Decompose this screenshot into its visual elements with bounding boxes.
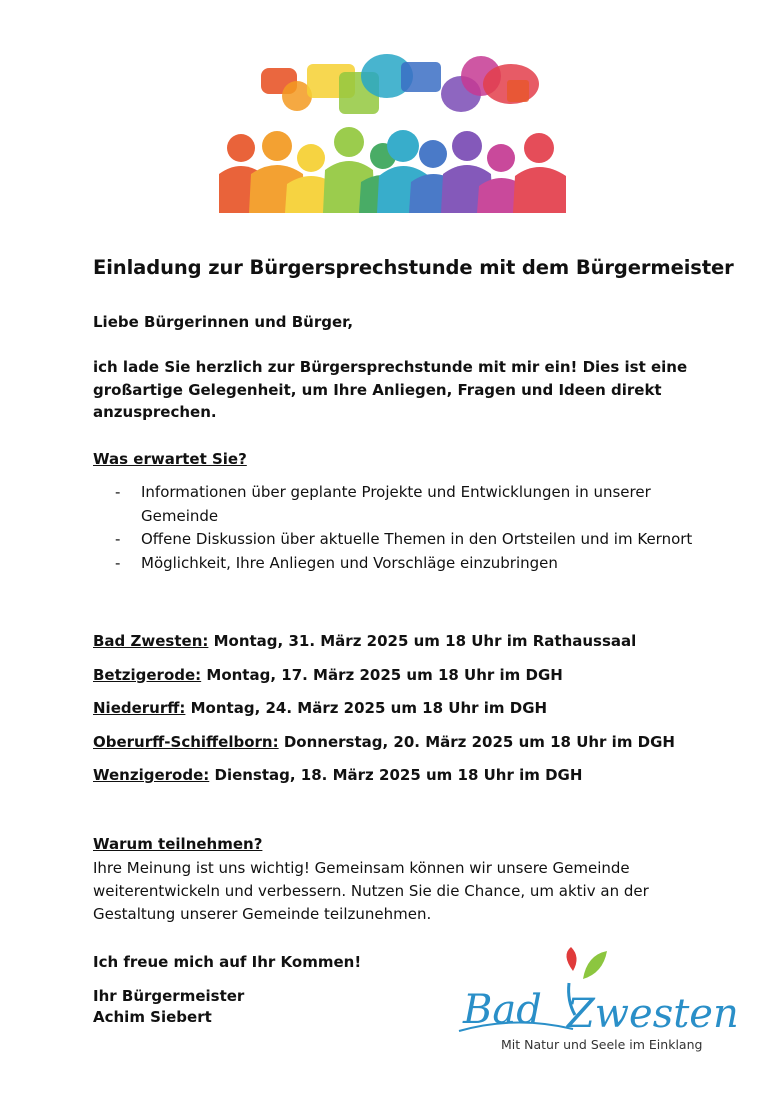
schedule-place: Niederurff: (93, 699, 186, 717)
list-item: - Möglichkeit, Ihre Anliegen und Vorschläge einzubringen (113, 552, 693, 576)
schedule-item (93, 699, 675, 733)
list-item: - Informationen über geplante Projekte und Entwicklungen in unserer Gemeinde (113, 481, 693, 528)
schedule-item (93, 733, 675, 767)
signature-name: Achim Siebert (93, 1008, 212, 1026)
signature-role: Ihr Bürgermeister (93, 987, 245, 1005)
expect-list (113, 481, 693, 575)
greeting: Liebe Bürgerinnen und Bürger, (93, 313, 354, 331)
signature (93, 986, 244, 1028)
schedule-details: Donnerstag, 20. März 2025 um 18 Uhr im DGH (278, 732, 675, 751)
document-title: Einladung zur Bürgersprechstunde mit dem Bürgermeister (93, 256, 734, 279)
bad-zwesten-logo (455, 945, 745, 1060)
expect-heading: Was erwartet Sie? (93, 450, 247, 468)
schedule-details: Montag, 17. März 2025 um 18 Uhr im DGH (201, 665, 563, 684)
list-item: - Offene Diskussion über aktuelle Themen in den Ortsteilen und im Kernort (113, 528, 693, 552)
intro-paragraph: ich lade Sie herzlich zur Bürgersprechstunde mit mir ein! Dies ist eine großartige Gelegenheit, um Ihre Anliegen, Fragen und Ideen direkt anzusprechen. (93, 358, 688, 421)
closing-line: Ich freue mich auf Ihr Kommen! (93, 953, 362, 971)
schedule-place: Bad Zwesten: (93, 632, 209, 650)
schedule-list (93, 632, 675, 800)
people-speech-bubbles-illustration (219, 46, 566, 213)
schedule-place: Betzigerode: (93, 665, 202, 684)
logo-tagline: Mit Natur und Seele im Einklang (501, 1037, 703, 1052)
schedule-details: Montag, 24. März 2025 um 18 Uhr im DGH (185, 699, 548, 717)
schedule-details: Montag, 31. März 2025 um 18 Uhr im Rathaussaal (208, 632, 637, 650)
svg-text:Bad: Bad (463, 987, 542, 1033)
schedule-place: Oberurff-Schiffelborn: (93, 732, 279, 751)
svg-text:Zwesten: Zwesten (567, 991, 739, 1037)
why-heading: Warum teilnehmen? (93, 835, 263, 853)
schedule-item (93, 632, 675, 666)
schedule-place: Wenzigerode: (93, 766, 210, 784)
schedule-item (93, 666, 675, 700)
why-paragraph: Ihre Meinung ist uns wichtig! Gemeinsam können wir unsere Gemeinde weiterentwickeln und verbessern. Nutzen Sie die Chance, um aktiv an der Gestaltung unserer Gemeinde teilzunehmen. (93, 859, 649, 923)
schedule-details: Dienstag, 18. März 2025 um 18 Uhr im DGH (209, 766, 583, 784)
schedule-item (93, 766, 675, 800)
